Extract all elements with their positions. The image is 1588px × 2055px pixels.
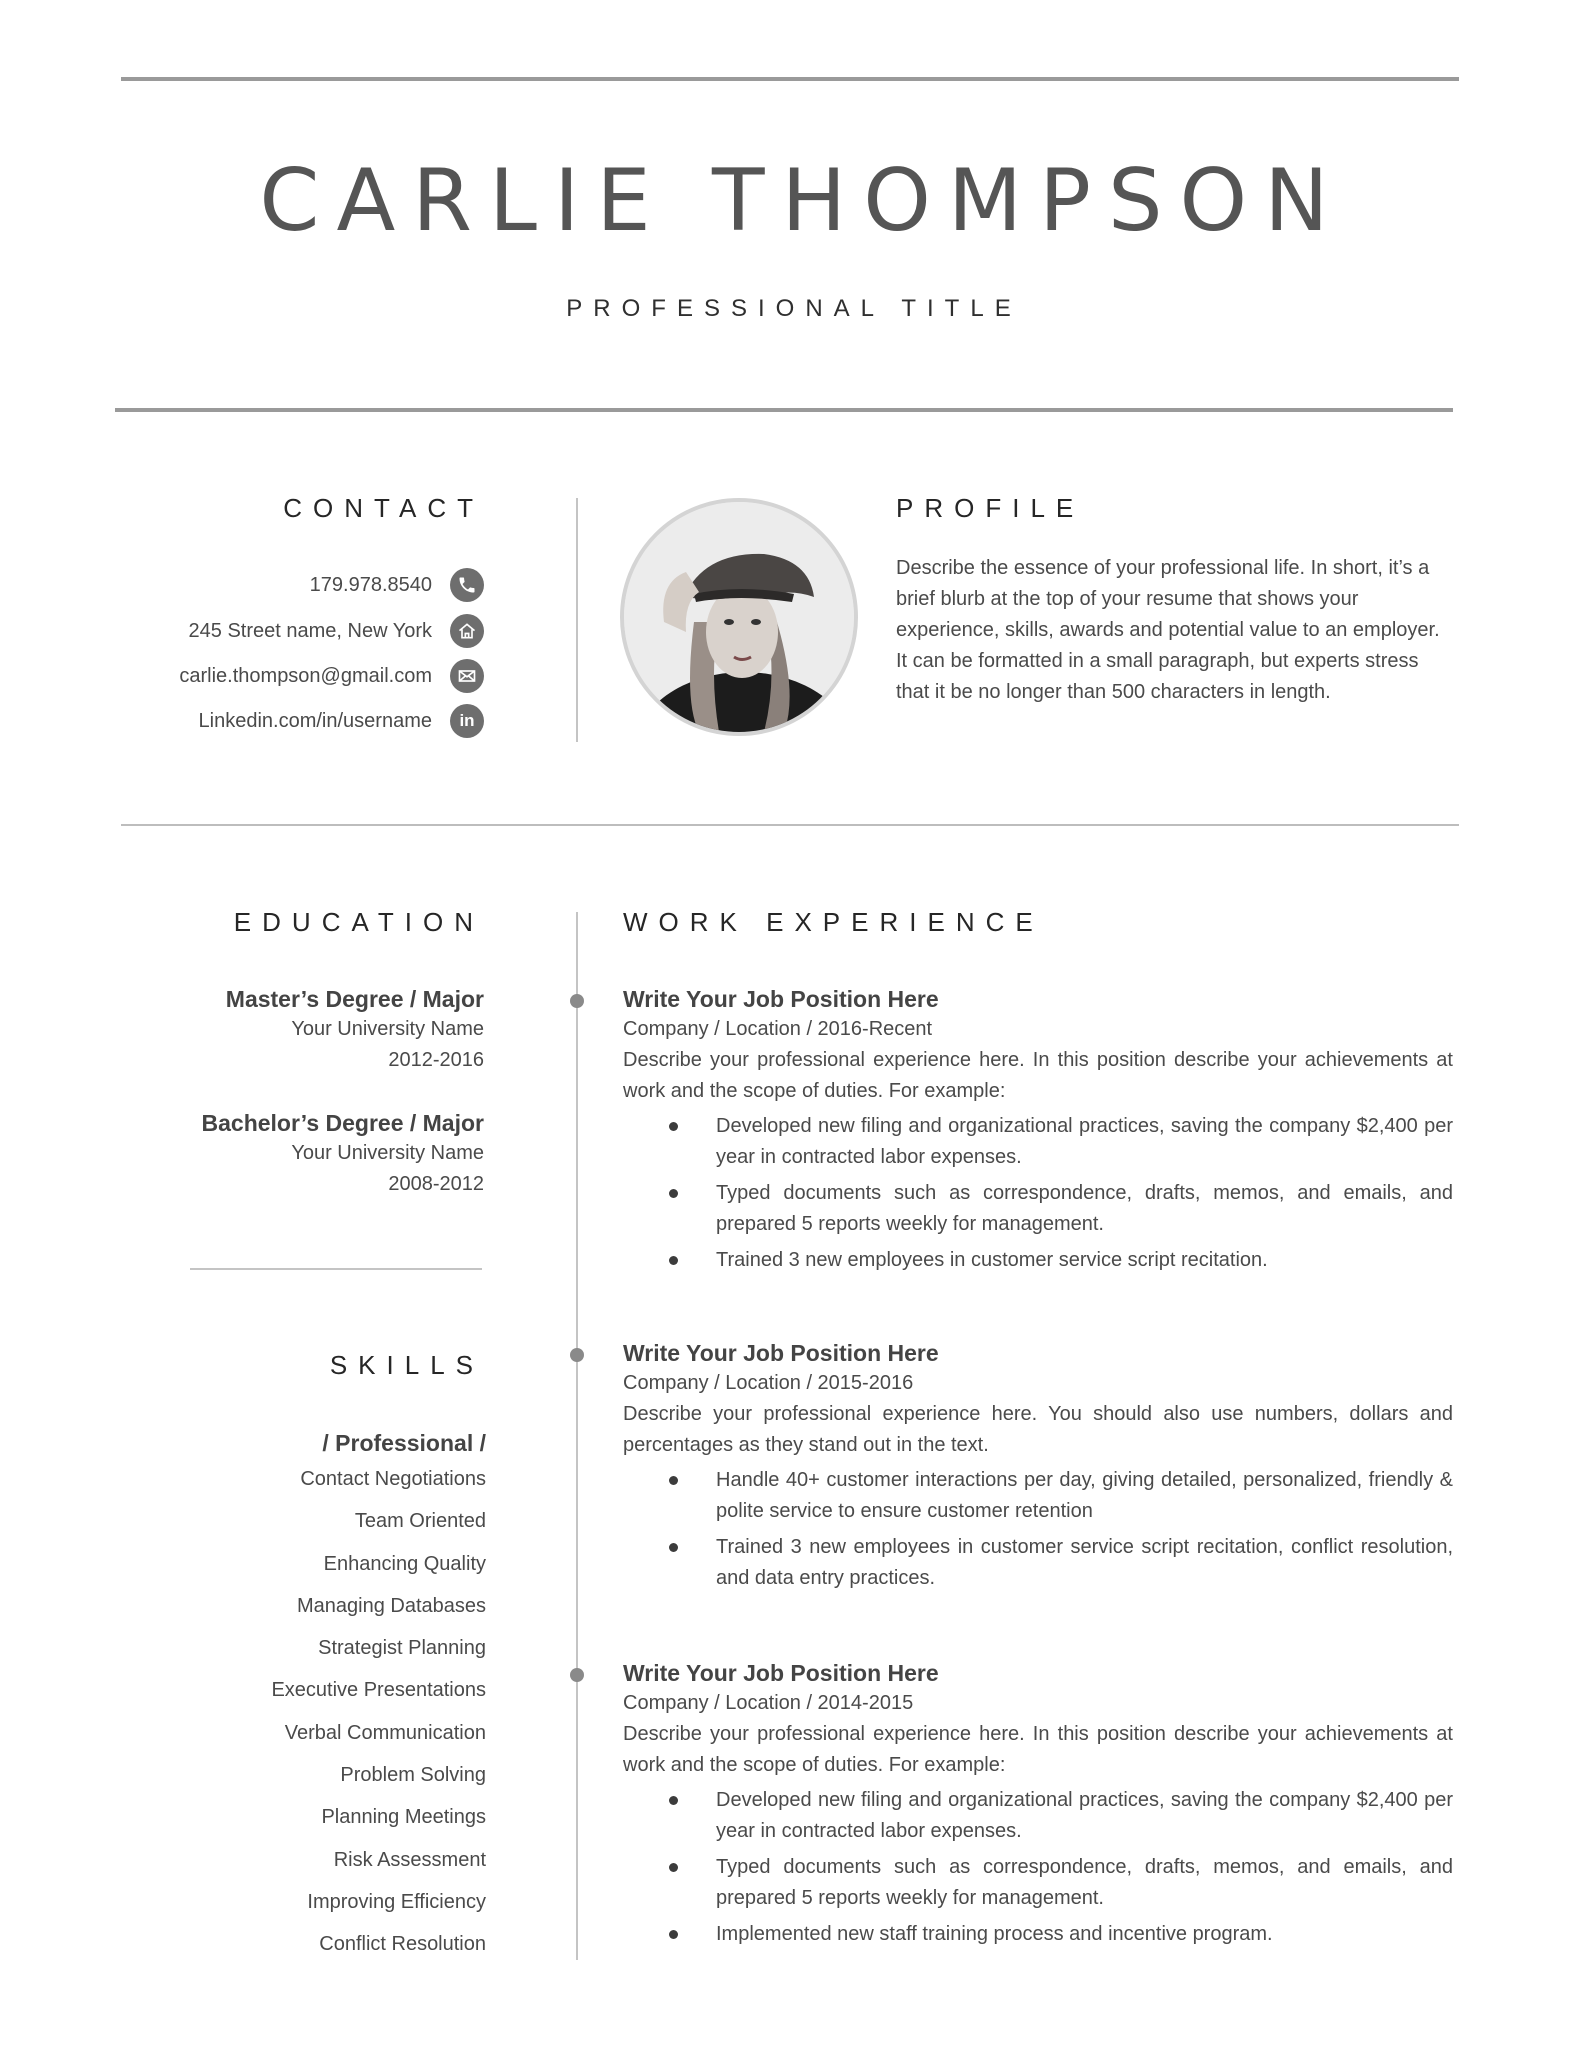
skill-item: Problem Solving	[340, 1764, 486, 1787]
education-school: Your University Name	[291, 1018, 484, 1040]
job-bullet: Developed new filing and organizational practices, saving the company $2,400 per year in contracted labor expenses.	[623, 1111, 1453, 1173]
skill-item: Improving Efficiency	[307, 1890, 486, 1913]
work-heading: WORK EXPERIENCE	[623, 907, 1044, 937]
job-bullets	[623, 1111, 1453, 1276]
skills-heading: SKILLS	[329, 1350, 484, 1380]
skill-item: Verbal Communication	[284, 1721, 486, 1744]
job-description: Describe your professional experience here. In this position describe your achievements at work and the scope of duties. For example:	[623, 1049, 1453, 1102]
skill-item: Conflict Resolution	[319, 1933, 486, 1956]
top-rule	[121, 77, 1459, 81]
phone-icon	[450, 568, 484, 602]
profile-photo	[620, 498, 858, 736]
job-bullet: Handle 40+ customer interactions per day, giving detailed, personalized, friendly & polite service to ensure customer retention	[623, 1465, 1453, 1527]
job-bullet: Trained 3 new employees in customer service script recitation.	[623, 1245, 1453, 1276]
timeline-dot	[570, 1348, 584, 1362]
education-heading: EDUCATION	[233, 907, 484, 937]
skill-item: Executive Presentations	[271, 1679, 486, 1702]
contact-linkedin	[199, 704, 484, 738]
job-entry	[623, 984, 1453, 1281]
professional-title: PROFESSIONAL TITLE	[566, 295, 1022, 322]
bullet-icon	[669, 1476, 678, 1485]
job-entry	[623, 1338, 1453, 1599]
middle-rule	[121, 824, 1459, 826]
job-company: Company / Location / 2015-2016	[623, 1372, 914, 1394]
timeline-dot	[570, 1668, 584, 1682]
skill-item: Risk Assessment	[333, 1848, 486, 1871]
job-title: Write Your Job Position Here	[623, 1660, 939, 1686]
profile-text: Describe the essence of your professional life. In short, it’s a brief blurb at the top of your resume that shows your experience, skills, awards and potential value to an employer. It can be formatted in a small paragraph, but experts stress that it be no longer than 500 characters in length.	[896, 557, 1440, 703]
education-years: 2012-2016	[388, 1049, 484, 1071]
education-degree: Master’s Degree / Major	[225, 986, 484, 1012]
contact-phone	[310, 568, 484, 602]
job-description: Describe your professional experience here. In this position describe your achievements at work and the scope of duties. For example:	[623, 1723, 1453, 1776]
skills-list	[106, 1428, 486, 1966]
contact-divider	[576, 498, 578, 742]
bullet-icon	[669, 1189, 678, 1198]
education-item	[104, 1108, 484, 1200]
bullet-icon	[669, 1256, 678, 1265]
job-title: Write Your Job Position Here	[623, 986, 939, 1012]
contact-email	[179, 659, 484, 693]
job-bullet: Developed new filing and organizational practices, saving the company $2,400 per year in contracted labor expenses.	[623, 1785, 1453, 1847]
job-bullets	[623, 1785, 1453, 1950]
job-entry	[623, 1658, 1453, 1955]
bullet-icon	[669, 1543, 678, 1552]
email-icon	[450, 659, 484, 693]
job-title: Write Your Job Position Here	[623, 1340, 939, 1366]
education-divider	[190, 1268, 482, 1270]
skill-item: Managing Databases	[296, 1594, 486, 1617]
contact-email-text: carlie.thompson@gmail.com	[179, 664, 432, 687]
contact-heading: CONTACT	[283, 493, 484, 523]
bullet-icon	[669, 1863, 678, 1872]
contact-linkedin-text: Linkedin.com/in/username	[198, 709, 432, 732]
skill-item: Contact Negotiations	[300, 1468, 486, 1490]
contact-phone-text: 179.978.8540	[309, 573, 432, 596]
job-bullet: Trained 3 new employees in customer service script recitation, conflict resolution, and data entry practices.	[623, 1532, 1453, 1594]
education-item	[104, 984, 484, 1076]
education-school: Your University Name	[291, 1142, 484, 1164]
timeline-dot	[570, 994, 584, 1008]
profile-heading: PROFILE	[896, 493, 1085, 523]
header-bottom-rule	[115, 408, 1453, 412]
timeline-line	[576, 912, 578, 1960]
contact-address	[189, 614, 484, 648]
contact-address-text: 245 Street name, New York	[188, 619, 432, 642]
job-bullets	[623, 1465, 1453, 1594]
education-years: 2008-2012	[388, 1173, 484, 1195]
bullet-icon	[669, 1796, 678, 1805]
linkedin-icon: in	[450, 704, 484, 738]
bullet-icon	[669, 1930, 678, 1939]
job-bullet: Typed documents such as correspondence, drafts, memos, and emails, and prepared 5 reports weekly for management.	[623, 1178, 1453, 1240]
skill-item: Team Oriented	[354, 1510, 486, 1533]
skill-item: Planning Meetings	[321, 1806, 486, 1829]
bullet-icon	[669, 1122, 678, 1131]
job-bullet: Implemented new staff training process and incentive program.	[623, 1919, 1453, 1950]
job-description: Describe your professional experience here. You should also use numbers, dollars and percentages as they stand out in the text.	[623, 1403, 1453, 1456]
job-company: Company / Location / 2016-Recent	[623, 1018, 933, 1040]
home-icon	[450, 614, 484, 648]
job-bullet: Typed documents such as correspondence, drafts, memos, and emails, and prepared 5 reports weekly for management.	[623, 1852, 1453, 1914]
candidate-name: CARLIE THOMPSON	[259, 151, 1346, 251]
skill-item: Enhancing Quality	[323, 1552, 486, 1575]
education-degree: Bachelor’s Degree / Major	[201, 1110, 484, 1136]
skill-item: Strategist Planning	[318, 1637, 486, 1660]
skills-group-label: / Professional /	[322, 1430, 486, 1456]
job-company: Company / Location / 2014-2015	[623, 1692, 914, 1714]
